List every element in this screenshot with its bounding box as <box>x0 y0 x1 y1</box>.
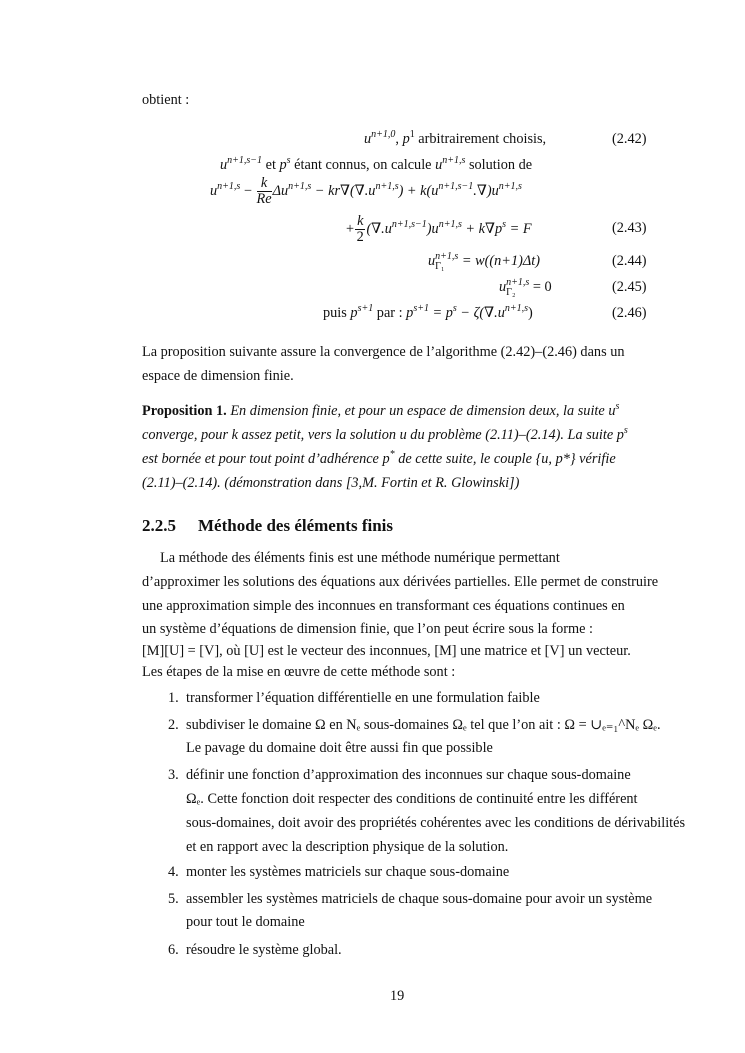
proposition-line: est bornée et pour tout point d’adhérence p <box>142 451 390 467</box>
page-number: 19 <box>390 988 405 1004</box>
paragraph-line: espace de dimension finie. <box>142 368 294 384</box>
list-item: 4. monter les systèmes matriciels sur chaque sous-domaine <box>168 864 510 880</box>
fraction: $\frac{k}{Re}$ <box>256 175 272 207</box>
equation-2-43: + $\frac{k}{2}$ $(\nabla.u^{n+1,s-1})u^{n+1,s} + k\nabla p^s = F$ <box>346 213 532 245</box>
equation-2-44: u n+1,s Γ₁ = w((n+1)Δt) <box>428 250 540 272</box>
body-line: [M][U] = [V], où [U] est le vecteur des inconnues, [M] une matrice et [V] un vecteur. <box>142 643 631 659</box>
equation-number: (2.42) <box>612 131 647 147</box>
proposition-label: Proposition 1. <box>142 403 227 419</box>
body-line: Les étapes de la mise en œuvre de cette méthode sont : <box>142 664 456 680</box>
body-line: une approximation simple des inconnues en transformant ces équations continues en <box>142 598 625 614</box>
body-line: un système d’équations de dimension finie, que l’on peut écrire sous la forme : <box>142 621 594 637</box>
equation-number: (2.43) <box>612 220 647 236</box>
proposition-line: converge, pour k assez petit, vers la solution u du problème (2.11)–(2.14). La suite p <box>142 427 624 443</box>
paragraph-line: La proposition suivante assure la convergence de l’algorithme (2.42)–(2.46) dans un <box>142 344 625 360</box>
equation-number: (2.45) <box>612 279 647 295</box>
body-line: d’approximer les solutions des équations aux dérivées partielles. Elle permet de construire <box>142 574 659 590</box>
list-item-line: Le pavage du domaine doit être aussi fin que possible <box>186 740 493 756</box>
proposition-line: (2.11)–(2.14). (démonstration dans [3,M. Fortin et R. Glowinski]) <box>142 475 520 491</box>
equation-2-42: $u^{n+1,0}$, $p^1$ arbitrairement choisis, <box>364 129 547 147</box>
list-item-line: pour tout le domaine <box>186 914 305 930</box>
list-item-line: et en rapport avec la description physique de la solution. <box>186 839 509 855</box>
list-item-line: Ωₑ. Cette fonction doit respecter des conditions de continuité entre les différent <box>186 791 638 807</box>
list-item: 1. transformer l’équation différentielle en une formulation faible <box>168 690 540 706</box>
equation-number: (2.44) <box>612 253 647 269</box>
equation-number: (2.46) <box>612 305 647 321</box>
list-item: 3. définir une fonction d’approximation des inconnues sur chaque sous-domaine <box>168 767 631 783</box>
document-page: obtient : $u^{n+1,0}$, $p^1$ arbitrairement choisis, (2.42) $u^{n+1,s-1}$ et $p^s$ étant connus, on calcule $u^{n+1,s}$ solution de $u^{n+1,s}$ − $\frac{k}{Re}$ $\Delta u^{n+1,s} - kr\nabla(\nabla.u^{n+1,s}) + k(u^{n+1,s-1}.\nabla)u^{n+1,s}$ + $\frac{k}{2}$ $(\nabla.u^{n+1,s-1})u^{n+1,s} + k\nabla p^s = F$ (2.43) u n+1,s Γ₁ = w((n+1)Δt) (2.44) u n+1,s Γ₂ = 0 (2.45) puis $p^{s+1}$ par : $p^{s+1} = p^s - \zeta(\nabla.u^{n+1,s})$ (2.46) La proposition suivante assure la convergence de l’algorithme (2.42)–(2.46) dans un espace de dimension finie. Proposition 1. En dimension finie, et pour un espace de dimension deux, la suite $u^s$ converge, pour k assez petit, vers la solution u du problème (2.11)–(2.14). La suite $p^s$ est bornée et pour tout point d’adhérence p* de cette suite, le couple {u, p*} vérifie (2.11)–(2.14). (démonstration dans [3,M. Fortin et R. Glowinski]) 2.2.5 Méthode des éléments finis La méthode des éléments finis est une méthode numérique permettant d’approximer les solutions des équations aux dérivées partielles. Elle permet de construire une approximation simple des inconnues en transformant ces équations continues en un système d’équations de dimension finie, que l’on peut écrire sous la forme : [M][U] = [V], où [U] est le vecteur des inconnues, [M] une matrice et [V] un vecteur. Les étapes de la mise en œuvre de cette méthode sont : 1. transformer l’équation différentielle en une formulation faible 2. subdiviser le domaine Ω en Nₑ sous-domaines Ωₑ tel que l’on ait : Ω = ∪ₑ₌₁^Nₑ Ωₑ. Le pavage du domaine doit être aussi fin que possible 3. définir une fonction d’approximation des inconnues sur chaque sous-domaine Ωₑ. Cette fonction doit respecter des conditions de continuité entre les différent sous-domaines, doit avoir des propriétés cohérentes avec les conditions de dérivabilités et en rapport avec la description physique de la solution. 4. monter les systèmes matriciels sur chaque sous-domaine 5. assembler les systèmes matriciels de chaque sous-domaine pour avoir un système pour tout le domaine 6. résoudre le système global. 19 <box>0 0 745 1053</box>
list-item: 6. résoudre le système global. <box>168 942 342 958</box>
equation-line-2: $u^{n+1,s-1}$ et $p^s$ étant connus, on calcule $u^{n+1,s}$ solution de <box>220 155 533 173</box>
body-line: La méthode des éléments finis est une méthode numérique permettant <box>160 550 560 566</box>
list-item: 5. assembler les systèmes matriciels de chaque sous-domaine pour avoir un système <box>168 891 653 907</box>
intro-text: obtient : <box>142 92 190 108</box>
list-item: 2. subdiviser le domaine Ω en Nₑ sous-domaines Ωₑ tel que l’on ait : Ω = ∪ₑ₌₁^Nₑ Ωₑ. <box>168 717 661 733</box>
proposition-line: En dimension finie, et pour un espace de dimension deux, la suite u <box>230 403 616 419</box>
section-heading: 2.2.5 Méthode des éléments finis <box>142 516 394 535</box>
equation-2-45: u n+1,s Γ₂ = 0 <box>499 276 552 298</box>
fraction: $\frac{k}{2}$ <box>356 213 364 245</box>
equation-2-46: puis $p^{s+1}$ par : $p^{s+1} = p^s - \zeta(\nabla.u^{n+1,s})$ <box>323 303 533 321</box>
list-item-line: sous-domaines, doit avoir des propriétés cohérentes avec les conditions de dérivabilités <box>186 815 686 831</box>
equation-line-3: $u^{n+1,s}$ − $\frac{k}{Re}$ $\Delta u^{n+1,s} - kr\nabla(\nabla.u^{n+1,s}) + k(u^{n+1,s-1}.\nabla)u^{n+1,s}$ <box>210 175 522 207</box>
